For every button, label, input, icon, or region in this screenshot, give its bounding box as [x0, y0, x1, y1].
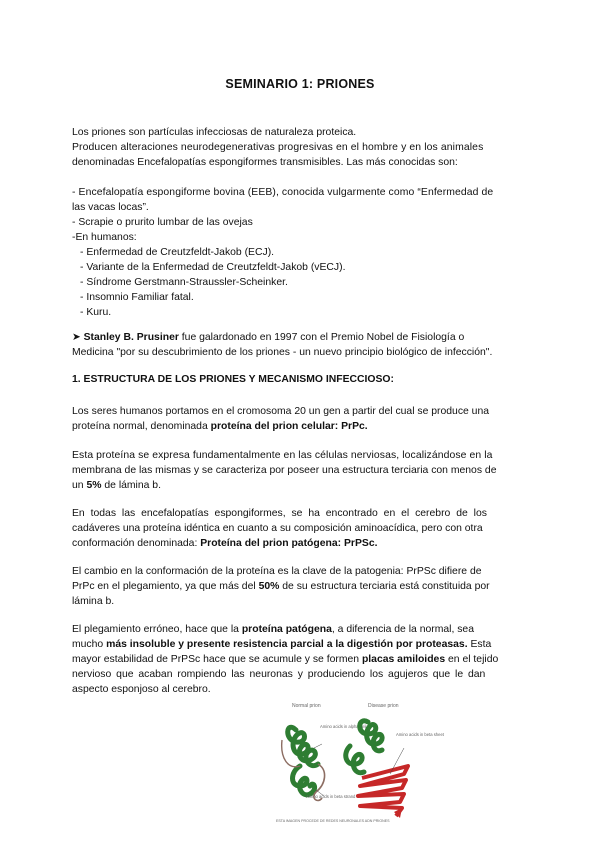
figure-caption: ESTA IMAGEN PROCEDE DE REDES NEURONALES ADN PRIONES: [276, 819, 390, 823]
p4-line-2a: PrPc en el plegamiento, ya que más del: [72, 581, 259, 592]
label-beta-sheet: Amino acids in beta sheet: [396, 732, 444, 737]
p5-bold-2: más insoluble y presente resistencia parcial a la digestión por proteasas.: [106, 639, 468, 650]
p5-line-3c: en el tejido: [445, 654, 499, 665]
list-item-human-2: - Variante de la Enfermedad de Creutzfeldt-Jakob (vECJ).: [80, 262, 346, 273]
p5-line-5: aspecto esponjoso al cerebro.: [72, 684, 211, 695]
disease-list: [72, 185, 528, 320]
normal-prion-illustration: [282, 727, 325, 800]
section-heading: 1. ESTRUCTURA DE LOS PRIONES Y MECANISMO INFECCIOSO:: [72, 374, 394, 385]
prpc-term: proteína del prion celular: PrPc.: [210, 421, 368, 432]
arrow-bullet-icon: ➤: [72, 332, 81, 343]
p5-bold-3: placas amiloides: [361, 654, 446, 665]
p4-percent: 50%: [258, 581, 280, 592]
intro-line-3: denominadas Encefalopatías espongiformes transmisibles. Las más conocidas son:: [72, 157, 458, 168]
p4-line-1: El cambio en la conformación de la proteína es la clave de la patogenia: PrPSc difiere de: [72, 566, 482, 577]
list-item-humans: -En humanos:: [72, 232, 137, 243]
nobel-paragraph: [72, 330, 528, 360]
p4-line-2c: de su estructura terciaria está constituida por: [279, 581, 490, 592]
p3-line-1: En todas las encefalopatías espongiformes, se ha encontrado en el cerebro de los: [72, 508, 487, 519]
list-item-human-4: - Insomnio Familiar fatal.: [80, 292, 194, 303]
paragraph-conformation: [72, 564, 528, 609]
paragraph-misfolding: [72, 622, 528, 697]
p2-line-1: Esta proteína se expresa fundamentalmente en las células nerviosas, localizándose en la: [72, 450, 493, 461]
p2-line-3a: un: [72, 480, 87, 491]
list-item-human-1: - Enfermedad de Creutzfeldt-Jakob (ECJ).: [80, 247, 275, 258]
nobel-text-1: fue galardonado en 1997 con el Premio Nobel de Fisiología o: [178, 332, 465, 343]
nobel-name: Stanley B. Prusiner: [83, 332, 179, 343]
intro-line-1: Los priones son partículas infecciosas de naturaleza proteica.: [72, 127, 357, 138]
p1-line-2a: proteína normal, denominada: [72, 421, 211, 432]
p3-line-3a: conformación denominada:: [72, 538, 201, 549]
p5-line-3a: mayor estabilidad de PrPSc hace que se acumule y se formen: [72, 654, 362, 665]
p1-line-1: Los seres humanos portamos en el cromosoma 20 un gen a partir del cual se produce una: [72, 406, 490, 417]
prpsc-term: Proteína del prion patógena: PrPSc.: [200, 538, 378, 549]
p2-percent: 5%: [86, 480, 102, 491]
list-item-human-3: - Síndrome Gerstmann-Straussler-Scheinker.: [80, 277, 288, 288]
p4-line-3: lámina b.: [72, 596, 115, 607]
paragraph-encephalopathies: [72, 506, 528, 551]
label-disease-prion: Disease prion: [368, 703, 399, 709]
p2-line-2: membrana de las mismas y se caracteriza por poseer una estructura terciaria con menos de: [72, 465, 497, 476]
list-item-eeb-cont: las vacas locas”.: [72, 202, 149, 213]
p5-line-2c: Esta: [467, 639, 492, 650]
list-item-scrapie: - Scrapie o prurito lumbar de las ovejas: [72, 217, 253, 228]
paragraph-expression: [72, 448, 528, 493]
label-beta-strand: Amino acids in beta strand: [306, 794, 356, 799]
label-helix-left: Amino acids in alpha helix: [320, 724, 369, 729]
p5-line-1c: , a diferencia de la normal, sea: [331, 624, 474, 635]
page-title: SEMINARIO 1: PRIONES: [225, 77, 375, 91]
label-normal-prion: Normal prion: [292, 703, 321, 709]
normal-helix-2: [293, 766, 315, 795]
nobel-line-2: Medicina "por su descubrimiento de los priones - un nuevo principio biológico de infección".: [72, 347, 493, 358]
intro-line-2: Producen alteraciones neurodegenerativas progresivas en el hombre y en los animales: [72, 142, 484, 153]
list-item-eeb: - Encefalopatía espongiforme bovina (EEB), conocida vulgarmente como “Enfermedad de: [72, 187, 494, 198]
p5-bold-1: proteína patógena: [241, 624, 332, 635]
intro-paragraph: [72, 125, 528, 170]
p5-line-4: nervioso que acaban rompiendo las neuronas y produciendo los agujeros que le dan: [72, 669, 486, 680]
paragraph-gene: [72, 404, 528, 434]
disease-helix-2: [346, 746, 364, 773]
list-item-human-5: - Kuru.: [80, 307, 112, 318]
normal-helix-1: [288, 727, 318, 765]
p5-line-2a: mucho: [72, 639, 107, 650]
p5-line-1a: El plegamiento erróneo, hace que la: [72, 624, 242, 635]
p2-line-3c: de lámina b.: [101, 480, 161, 491]
p3-line-2: cadáveres una proteína idéntica en cuanto a su composición aminoacídica, pero con otra: [72, 523, 483, 534]
prion-structure-figure: [276, 700, 444, 828]
